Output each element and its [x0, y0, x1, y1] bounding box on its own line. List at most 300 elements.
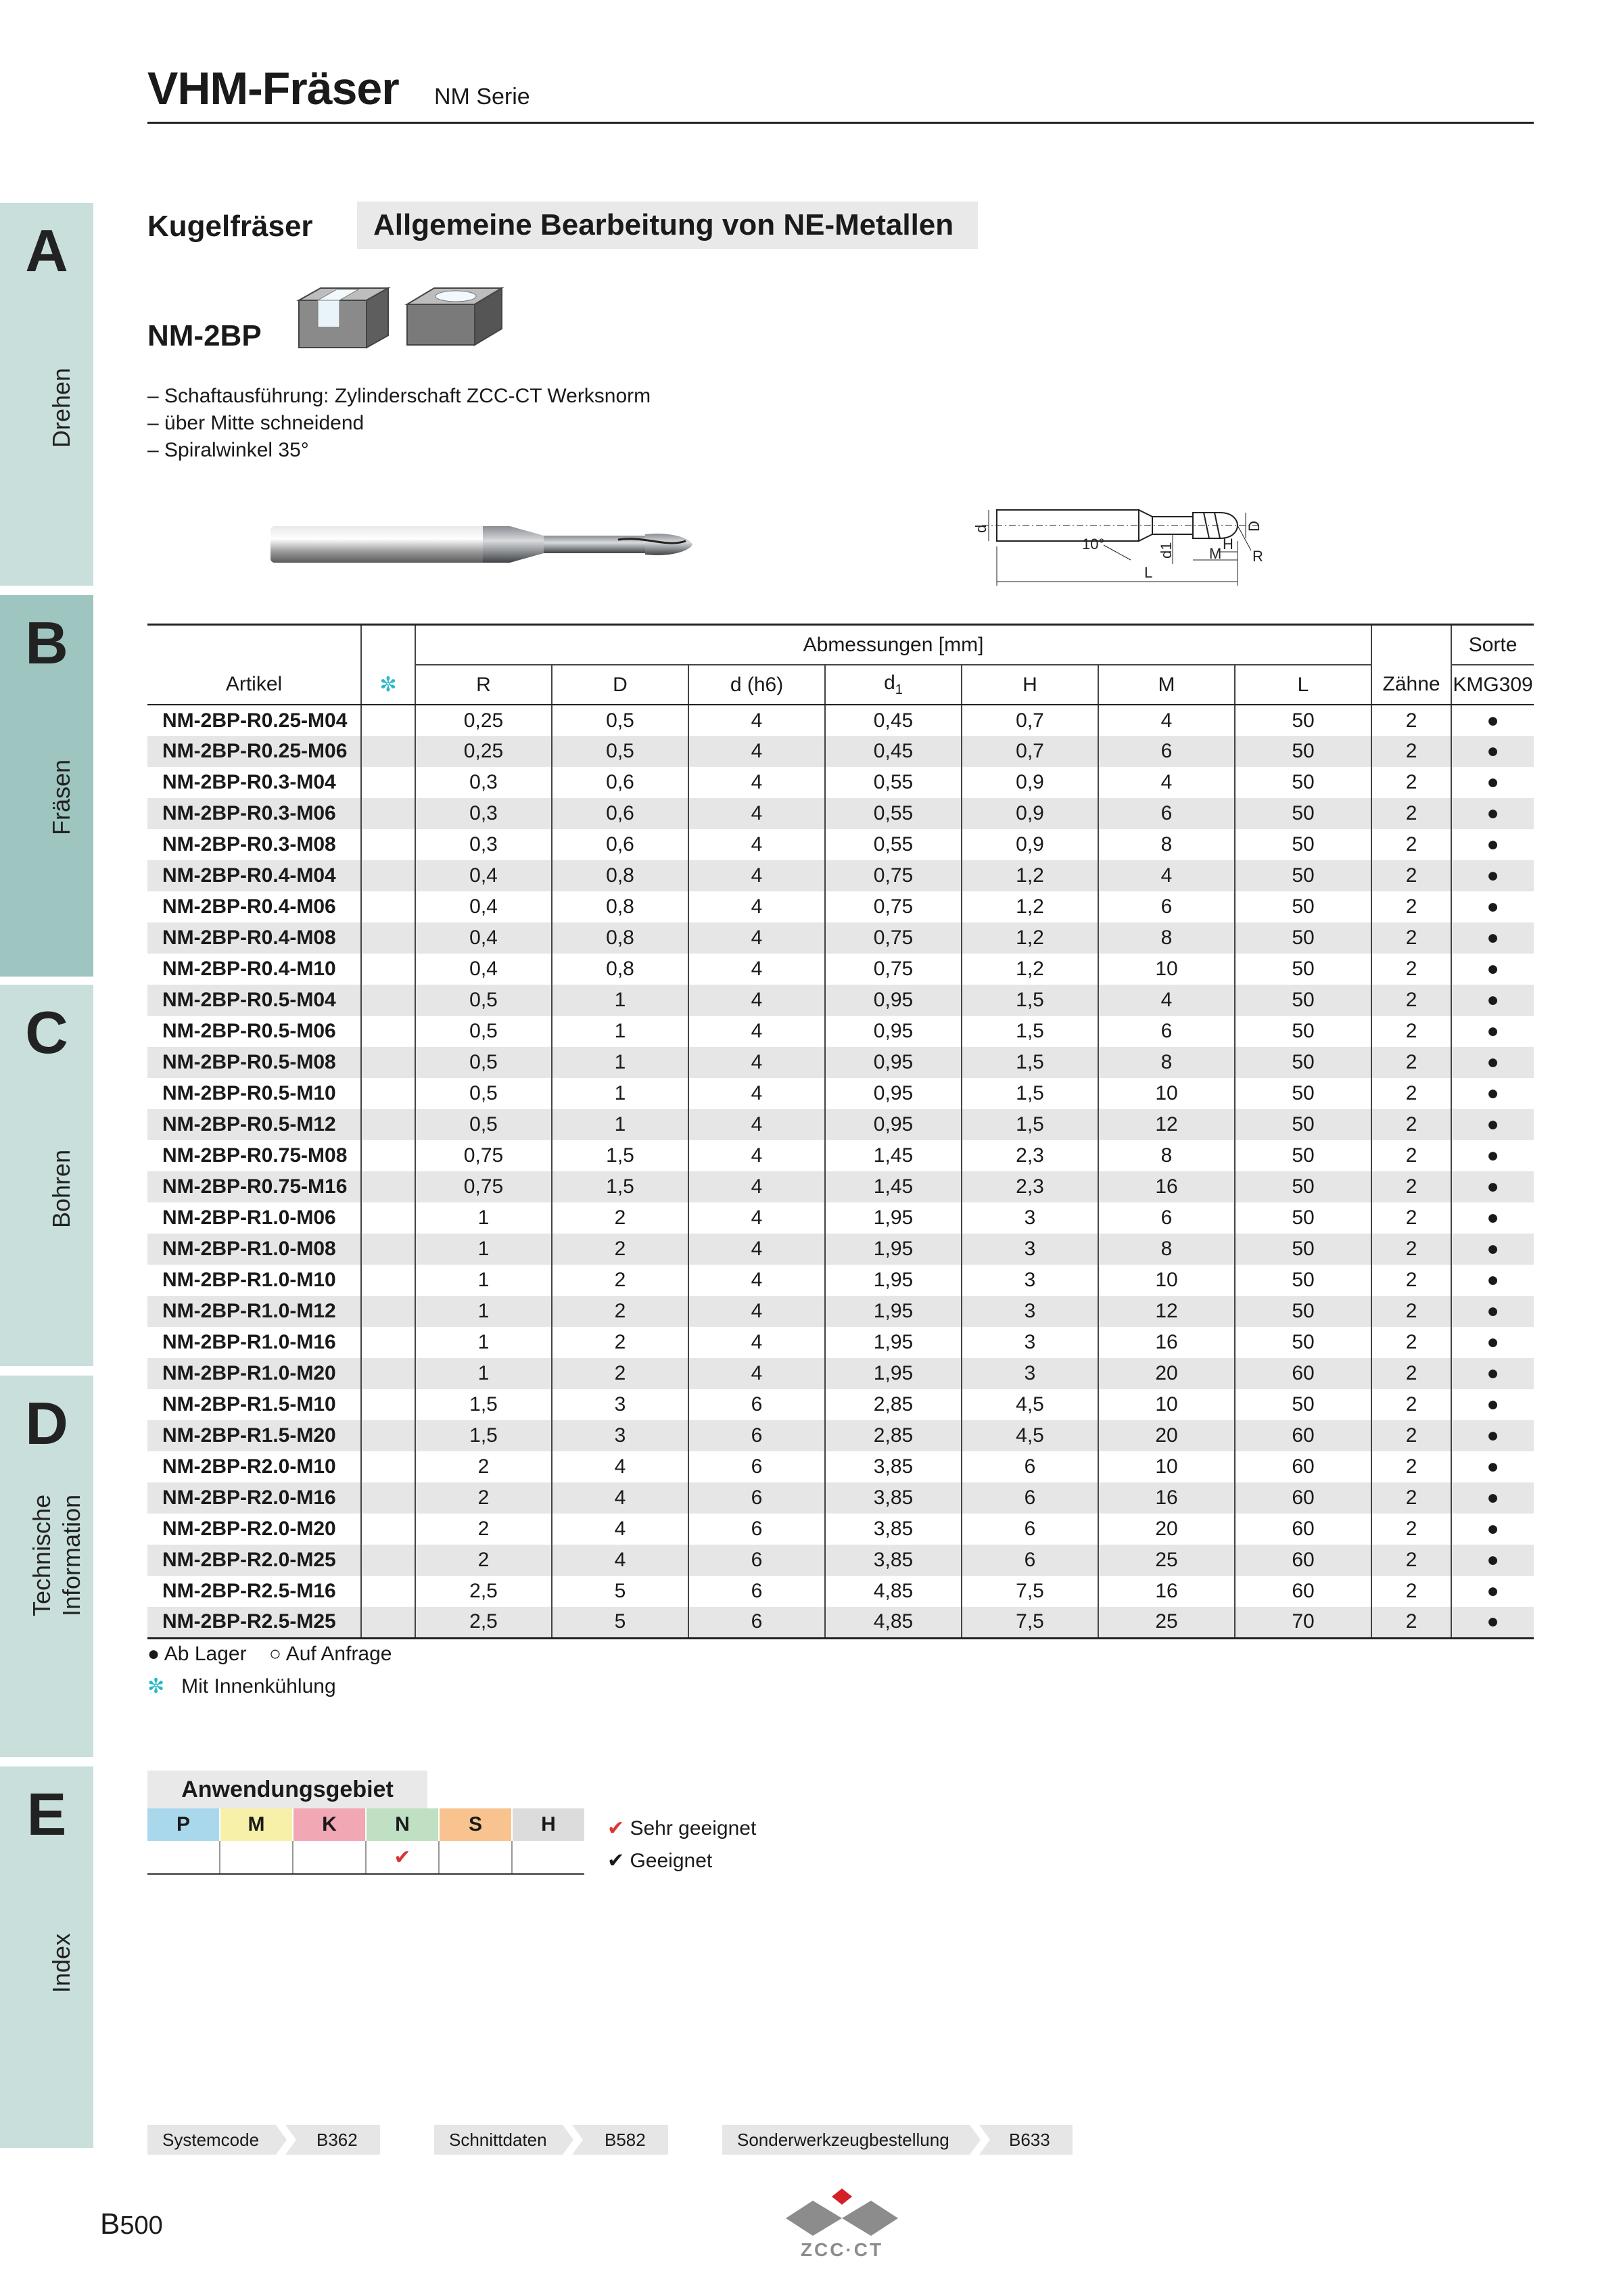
table-row [147, 1047, 1534, 1078]
cell-d-h6: 4 [688, 1265, 825, 1296]
cell-L: 50 [1235, 736, 1371, 767]
cell-d1: 0,95 [825, 1047, 962, 1078]
cell-teeth: 2 [1371, 736, 1451, 767]
slot-workpiece-icon [299, 288, 388, 348]
header-H: H [962, 665, 1098, 705]
cell-grade: ● [1451, 1327, 1534, 1358]
cell-L: 50 [1235, 1171, 1371, 1202]
cell-d1: 0,75 [825, 891, 962, 922]
table-row [147, 1482, 1534, 1514]
cell-d-h6: 6 [688, 1576, 825, 1607]
cell-grade: ● [1451, 1514, 1534, 1545]
application-legend [607, 1812, 756, 1877]
cell-article: NM-2BP-R0.25-M06 [162, 740, 348, 762]
table-row [147, 1545, 1534, 1576]
cell-teeth: 2 [1371, 1234, 1451, 1265]
page-number-value: 500 [120, 2211, 163, 2240]
suitability-M [220, 1841, 293, 1874]
cell-teeth: 2 [1371, 1265, 1451, 1296]
cell-R: 2 [415, 1514, 552, 1545]
cell-D: 2 [552, 1358, 688, 1389]
cell-d-h6: 4 [688, 767, 825, 798]
cell-d-h6: 4 [688, 1140, 825, 1171]
cell-D: 1 [552, 1016, 688, 1047]
page-title: VHM-Fräser [147, 63, 399, 114]
cell-cooling [361, 767, 415, 798]
cell-cooling [361, 1296, 415, 1327]
cell-cooling [361, 1016, 415, 1047]
cell-R: 0,5 [415, 1078, 552, 1109]
cell-grade: ● [1451, 798, 1534, 829]
header-teeth: Zähne [1371, 665, 1451, 705]
legend-suitable: ✔ Geeignet [607, 1850, 713, 1872]
cell-M: 6 [1098, 1202, 1235, 1234]
cell-cooling [361, 1109, 415, 1140]
cell-teeth: 2 [1371, 1140, 1451, 1171]
cell-grade: ● [1451, 1420, 1534, 1451]
cell-L: 60 [1235, 1576, 1371, 1607]
cell-teeth: 2 [1371, 1545, 1451, 1576]
cell-cooling [361, 1140, 415, 1171]
tab-label: Bohren [47, 1149, 75, 1228]
cell-H: 1,2 [962, 891, 1098, 922]
cell-M: 12 [1098, 1109, 1235, 1140]
tool-photo [266, 521, 699, 568]
table-row [147, 1327, 1534, 1358]
cell-d1: 3,85 [825, 1482, 962, 1514]
cell-H: 0,9 [962, 829, 1098, 860]
table-row [147, 985, 1534, 1016]
cell-d1: 3,85 [825, 1514, 962, 1545]
cell-grade: ● [1451, 891, 1534, 922]
cell-article: NM-2BP-R1.5-M20 [162, 1424, 336, 1447]
section-tag [357, 202, 978, 249]
cell-cooling [361, 1420, 415, 1451]
cell-L: 60 [1235, 1514, 1371, 1545]
cell-teeth: 2 [1371, 1078, 1451, 1109]
cell-article: NM-2BP-R2.0-M16 [162, 1486, 336, 1509]
cell-d1: 0,75 [825, 954, 962, 985]
cell-d-h6: 4 [688, 1202, 825, 1234]
cell-cooling [361, 1202, 415, 1234]
cell-R: 2,5 [415, 1576, 552, 1607]
cell-D: 1,5 [552, 1171, 688, 1202]
cell-M: 4 [1098, 860, 1235, 891]
cell-teeth: 2 [1371, 1016, 1451, 1047]
chevron-right-icon [967, 2125, 991, 2155]
section-tag-text: Allgemeine Bearbeitung von NE-Metallen [373, 208, 954, 241]
cell-d1: 1,95 [825, 1327, 962, 1358]
cell-teeth: 2 [1371, 1451, 1451, 1482]
cell-H: 1,2 [962, 922, 1098, 954]
cell-teeth: 2 [1371, 1171, 1451, 1202]
feature-item: – über Mitte schneidend [147, 412, 364, 434]
cell-d-h6: 4 [688, 1016, 825, 1047]
legend-request: ○ Auf Anfrage [268, 1643, 392, 1665]
cell-L: 50 [1235, 767, 1371, 798]
table-legend [147, 1638, 392, 1703]
cell-cooling [361, 891, 415, 922]
cell-H: 7,5 [962, 1576, 1098, 1607]
cell-M: 25 [1098, 1545, 1235, 1576]
material-S: S [439, 1808, 512, 1841]
cell-M: 10 [1098, 1078, 1235, 1109]
header-dimensions: Abmessungen [mm] [415, 625, 1371, 665]
cell-teeth: 2 [1371, 1482, 1451, 1514]
cell-R: 0,3 [415, 767, 552, 798]
cell-cooling [361, 1265, 415, 1296]
cell-R: 0,5 [415, 1016, 552, 1047]
cell-d-h6: 4 [688, 829, 825, 860]
cell-L: 50 [1235, 1078, 1371, 1109]
table-row [147, 1451, 1534, 1482]
cell-D: 2 [552, 1296, 688, 1327]
cell-H: 3 [962, 1296, 1098, 1327]
feature-item: – Schaftausführung: Zylinderschaft ZCC-CT Werksnorm [147, 385, 651, 407]
feature-list [147, 383, 651, 464]
cell-R: 0,5 [415, 1109, 552, 1140]
cell-H: 3 [962, 1358, 1098, 1389]
cell-teeth: 2 [1371, 1296, 1451, 1327]
cell-grade: ● [1451, 1171, 1534, 1202]
table-row [147, 891, 1534, 922]
header-R: R [415, 665, 552, 705]
cell-article: NM-2BP-R1.0-M12 [162, 1300, 336, 1322]
cell-teeth: 2 [1371, 767, 1451, 798]
cell-R: 1 [415, 1202, 552, 1234]
cell-grade: ● [1451, 1047, 1534, 1078]
cell-L: 50 [1235, 1296, 1371, 1327]
cell-R: 0,75 [415, 1171, 552, 1202]
cell-teeth: 2 [1371, 705, 1451, 736]
workpiece-slot-icons [293, 273, 510, 354]
cell-R: 2 [415, 1451, 552, 1482]
application-table [147, 1808, 584, 1875]
ref-sonderwerkzeugbestellung[interactable] [722, 2125, 1073, 2155]
cell-grade: ● [1451, 985, 1534, 1016]
cell-H: 6 [962, 1514, 1098, 1545]
cell-R: 2 [415, 1482, 552, 1514]
table-row [147, 954, 1534, 985]
cell-M: 6 [1098, 798, 1235, 829]
cell-R: 0,5 [415, 985, 552, 1016]
header-d1: $d_1$ [825, 665, 962, 705]
cell-M: 8 [1098, 922, 1235, 954]
cell-D: 4 [552, 1514, 688, 1545]
cell-grade: ● [1451, 1234, 1534, 1265]
cell-R: 0,5 [415, 1047, 552, 1078]
cell-cooling [361, 1607, 415, 1638]
ref-page: B362 [316, 2130, 358, 2150]
cell-cooling [361, 1171, 415, 1202]
cooling-icon: ✼ [361, 665, 415, 705]
cell-cooling [361, 985, 415, 1016]
cell-H: 2,3 [962, 1140, 1098, 1171]
legend-stock: ● Ab Lager [147, 1643, 247, 1665]
table-row [147, 1234, 1534, 1265]
cell-M: 6 [1098, 891, 1235, 922]
cell-cooling [361, 1545, 415, 1576]
cell-L: 70 [1235, 1607, 1371, 1638]
table-row [147, 860, 1534, 891]
header-rule [147, 122, 1534, 124]
cell-cooling [361, 1047, 415, 1078]
cell-cooling [361, 1576, 415, 1607]
cell-grade: ● [1451, 1482, 1534, 1514]
cell-L: 50 [1235, 1140, 1371, 1171]
cell-H: 7,5 [962, 1607, 1098, 1638]
cell-d1: 2,85 [825, 1420, 962, 1451]
cell-L: 50 [1235, 1047, 1371, 1078]
cell-d1: 2,85 [825, 1389, 962, 1420]
cell-d-h6: 4 [688, 891, 825, 922]
table-row [147, 1296, 1534, 1327]
cell-teeth: 2 [1371, 1576, 1451, 1607]
material-P: P [147, 1808, 220, 1841]
cell-grade: ● [1451, 829, 1534, 860]
cell-grade: ● [1451, 1358, 1534, 1389]
cell-L: 60 [1235, 1545, 1371, 1576]
drawing-label-L: L [1144, 564, 1153, 581]
cell-L: 50 [1235, 798, 1371, 829]
header-blank [361, 625, 415, 665]
cell-article: NM-2BP-R0.3-M08 [162, 833, 336, 856]
cell-D: 2 [552, 1327, 688, 1358]
drawing-label-angle: 10° [1082, 536, 1105, 553]
drawing-label-R: R [1252, 548, 1263, 565]
cell-R: 0,75 [415, 1140, 552, 1171]
cell-L: 50 [1235, 829, 1371, 860]
cell-d1: 0,45 [825, 736, 962, 767]
cell-d1: 0,75 [825, 860, 962, 891]
cell-d-h6: 4 [688, 1358, 825, 1389]
cell-article: NM-2BP-R2.0-M25 [162, 1549, 336, 1571]
cell-d-h6: 4 [688, 954, 825, 985]
cell-d-h6: 4 [688, 1109, 825, 1140]
cell-M: 10 [1098, 1389, 1235, 1420]
drawing-label-D: D [1246, 521, 1263, 532]
cell-M: 8 [1098, 1234, 1235, 1265]
cell-cooling [361, 1514, 415, 1545]
cell-R: 1 [415, 1265, 552, 1296]
cell-H: 3 [962, 1327, 1098, 1358]
cell-grade: ● [1451, 922, 1534, 954]
cell-grade: ● [1451, 736, 1534, 767]
cell-R: 0,3 [415, 798, 552, 829]
cell-article: NM-2BP-R0.25-M04 [162, 709, 348, 732]
cell-D: 5 [552, 1576, 688, 1607]
cell-article: NM-2BP-R1.0-M16 [162, 1331, 336, 1353]
cell-M: 16 [1098, 1171, 1235, 1202]
cell-D: 0,6 [552, 767, 688, 798]
cell-R: 0,25 [415, 705, 552, 736]
cell-grade: ● [1451, 767, 1534, 798]
cell-grade: ● [1451, 1607, 1534, 1638]
cell-d1: 0,55 [825, 798, 962, 829]
cell-D: 0,5 [552, 705, 688, 736]
cell-M: 10 [1098, 954, 1235, 985]
tab-index[interactable] [0, 1766, 93, 2148]
cell-article: NM-2BP-R1.0-M08 [162, 1238, 336, 1260]
cell-teeth: 2 [1371, 860, 1451, 891]
cell-d-h6: 6 [688, 1420, 825, 1451]
cell-D: 2 [552, 1265, 688, 1296]
ref-page: B582 [605, 2130, 646, 2150]
ref-label: Schnittdaten [449, 2130, 547, 2150]
cell-R: 1,5 [415, 1389, 552, 1420]
cell-H: 1,5 [962, 1047, 1098, 1078]
cell-M: 16 [1098, 1576, 1235, 1607]
cell-d1: 1,95 [825, 1202, 962, 1234]
cell-D: 5 [552, 1607, 688, 1638]
cell-H: 0,9 [962, 767, 1098, 798]
cell-grade: ● [1451, 1389, 1534, 1420]
cell-d1: 0,75 [825, 922, 962, 954]
cell-R: 1 [415, 1234, 552, 1265]
cell-d-h6: 6 [688, 1482, 825, 1514]
header-sorte: Sorte [1451, 625, 1534, 665]
pocket-workpiece-icon [407, 288, 502, 345]
cell-article: NM-2BP-R0.5-M12 [162, 1113, 336, 1135]
material-N: N [366, 1808, 439, 1841]
table-row [147, 1607, 1534, 1638]
cell-d-h6: 6 [688, 1451, 825, 1482]
table-row [147, 1140, 1534, 1171]
cell-d1: 0,95 [825, 985, 962, 1016]
cell-teeth: 2 [1371, 829, 1451, 860]
cell-D: 4 [552, 1545, 688, 1576]
section-label: Kugelfräser [147, 210, 313, 243]
cell-teeth: 2 [1371, 1358, 1451, 1389]
cell-H: 6 [962, 1451, 1098, 1482]
tab-label: Index [47, 1933, 75, 1993]
cell-D: 2 [552, 1234, 688, 1265]
cell-article: NM-2BP-R2.5-M25 [162, 1610, 336, 1633]
cell-L: 60 [1235, 1420, 1371, 1451]
cell-H: 1,5 [962, 1109, 1098, 1140]
cell-d-h6: 4 [688, 860, 825, 891]
cell-teeth: 2 [1371, 954, 1451, 985]
ref-systemcode[interactable] [147, 2125, 380, 2155]
cell-cooling [361, 1327, 415, 1358]
cell-L: 50 [1235, 1016, 1371, 1047]
tab-fraesen[interactable] [0, 595, 93, 977]
cell-R: 0,3 [415, 829, 552, 860]
table-row [147, 1109, 1534, 1140]
cell-d1: 4,85 [825, 1607, 962, 1638]
table-row [147, 1202, 1534, 1234]
spec-table-body [147, 705, 1534, 1638]
cell-teeth: 2 [1371, 798, 1451, 829]
cell-d1: 0,95 [825, 1016, 962, 1047]
cell-d1: 1,95 [825, 1234, 962, 1265]
tab-drehen[interactable] [0, 203, 93, 586]
cell-grade: ● [1451, 1202, 1534, 1234]
cell-d1: 0,45 [825, 705, 962, 736]
header-d-h6: d (h6) [688, 665, 825, 705]
tab-letter: C [25, 999, 68, 1066]
cell-d1: 1,95 [825, 1296, 962, 1327]
cell-cooling [361, 1358, 415, 1389]
cell-d1: 1,45 [825, 1140, 962, 1171]
table-row [147, 1389, 1534, 1420]
cell-L: 60 [1235, 1482, 1371, 1514]
cell-H: 1,2 [962, 860, 1098, 891]
cell-article: NM-2BP-R2.0-M10 [162, 1455, 336, 1478]
cell-H: 4,5 [962, 1420, 1098, 1451]
drawing-label-d: d [972, 524, 989, 533]
cell-cooling [361, 1078, 415, 1109]
cell-L: 50 [1235, 954, 1371, 985]
cell-D: 0,8 [552, 954, 688, 985]
cell-cooling [361, 829, 415, 860]
cell-M: 20 [1098, 1514, 1235, 1545]
tab-label: Fräsen [47, 759, 75, 835]
spec-table [147, 624, 1534, 1639]
cell-M: 4 [1098, 705, 1235, 736]
tab-letter: E [26, 1781, 67, 1848]
cell-H: 1,5 [962, 985, 1098, 1016]
cell-cooling [361, 1482, 415, 1514]
cell-teeth: 2 [1371, 891, 1451, 922]
cell-D: 3 [552, 1389, 688, 1420]
technical-drawing [968, 492, 1307, 587]
cell-d-h6: 4 [688, 1171, 825, 1202]
cell-M: 4 [1098, 985, 1235, 1016]
cell-article: NM-2BP-R0.4-M10 [162, 958, 336, 980]
header-blank [147, 625, 361, 665]
cell-D: 0,8 [552, 922, 688, 954]
cell-article: NM-2BP-R2.0-M20 [162, 1518, 336, 1540]
cell-article: NM-2BP-R0.75-M16 [162, 1175, 348, 1198]
cell-M: 25 [1098, 1607, 1235, 1638]
cell-M: 6 [1098, 736, 1235, 767]
zcc-ct-logo [784, 2186, 899, 2260]
cell-H: 3 [962, 1234, 1098, 1265]
cell-article: NM-2BP-R1.0-M20 [162, 1362, 336, 1384]
cell-d-h6: 6 [688, 1607, 825, 1638]
cell-M: 16 [1098, 1327, 1235, 1358]
table-row [147, 1514, 1534, 1545]
ref-schnittdaten[interactable] [434, 2125, 668, 2155]
cell-grade: ● [1451, 1296, 1534, 1327]
feature-item: – Spiralwinkel 35° [147, 439, 309, 461]
cell-teeth: 2 [1371, 1389, 1451, 1420]
suitability-N: ✔ [366, 1841, 439, 1874]
tab-technische-information[interactable] [0, 1376, 93, 1757]
cell-D: 1 [552, 1109, 688, 1140]
cell-L: 60 [1235, 1358, 1371, 1389]
cell-M: 20 [1098, 1358, 1235, 1389]
tab-bohren[interactable] [0, 985, 93, 1366]
page-section-letter: B [100, 2207, 120, 2241]
cell-M: 20 [1098, 1420, 1235, 1451]
cell-H: 3 [962, 1202, 1098, 1234]
cooling-icon: ✼ [147, 1675, 165, 1697]
cell-M: 16 [1098, 1482, 1235, 1514]
table-row [147, 922, 1534, 954]
cell-teeth: 2 [1371, 1607, 1451, 1638]
cell-cooling [361, 860, 415, 891]
table-row [147, 736, 1534, 767]
cell-L: 50 [1235, 1202, 1371, 1234]
cell-d-h6: 4 [688, 798, 825, 829]
cell-L: 50 [1235, 1265, 1371, 1296]
cell-grade: ● [1451, 705, 1534, 736]
cell-M: 8 [1098, 829, 1235, 860]
cell-d1: 0,95 [825, 1109, 962, 1140]
cell-cooling [361, 1389, 415, 1420]
